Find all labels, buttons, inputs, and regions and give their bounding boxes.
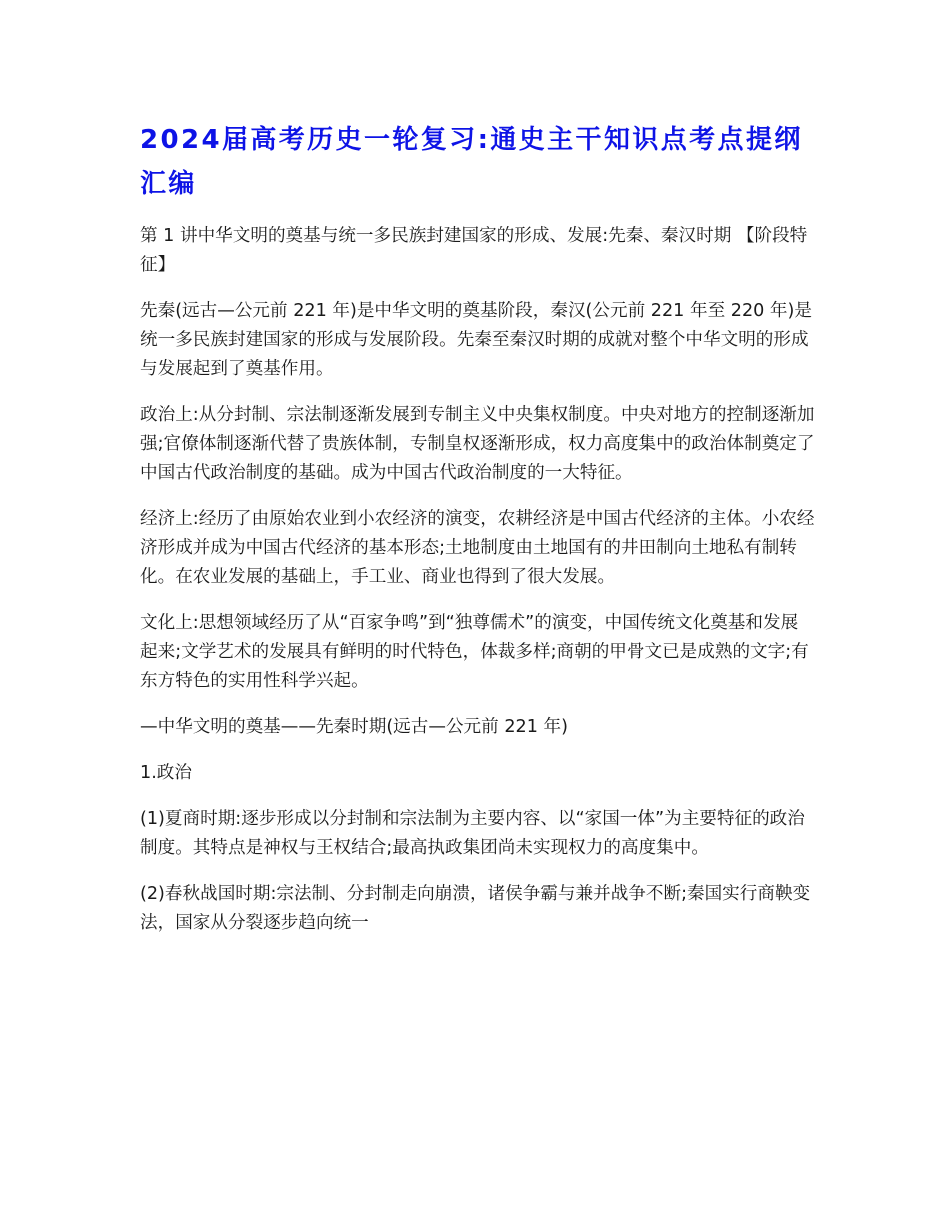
list-item: (2)春秋战国时期:宗法制、分封制走向崩溃，诸侯争霸与兼并战争不断;秦国实行商鞅变法，国家从分裂逐步趋向统一 (140, 884, 811, 933)
overview-paragraph: 先秦(远古—公元前 221 年)是中华文明的奠基阶段，秦汉(公元前 221 年至 220 年)是统一多民族封建国家的形成与发展阶段。先秦至秦汉时期的成就对整个中华文明的形成与发展起到了奠基作用。 (140, 301, 812, 379)
economy-paragraph: 经济上:经历了由原始农业到小农经济的演变，农耕经济是中国古代经济的主体。小农经济形成并成为中国古代经济的基本形态;土地制度由土地国有的井田制向土地私有制转化。在农业发展的基础上，手工业、商业也得到了很大发展。 (140, 509, 815, 587)
section-heading: —中华文明的奠基——先秦时期(远古—公元前 221 年) (140, 717, 568, 737)
document-page (140, 118, 815, 955)
politics-paragraph: 政治上:从分封制、宗法制逐渐发展到专制主义中央集权制度。中央对地方的控制逐渐加强;官僚体制逐渐代替了贵族体制，专制皇权逐渐形成，权力高度集中的政治体制奠定了中国古代政治制度的基础。成为中国古代政治制度的一大特征。 (140, 405, 815, 483)
subsection-heading: 1.政治 (140, 763, 192, 783)
list-item: (1)夏商时期:逐步形成以分封制和宗法制为主要内容、以“家国一体”为主要特征的政治制度。其特点是神权与王权结合;最高执政集团尚未实现权力的高度集中。 (140, 809, 805, 858)
lecture-heading: 第 1 讲中华文明的奠基与统一多民族封建国家的形成、发展:先秦、秦汉时期 【阶段特征】 (140, 226, 808, 275)
culture-paragraph: 文化上:思想领域经历了从“百家争鸣”到“独尊儒术”的演变，中国传统文化奠基和发展起来;文学艺术的发展具有鲜明的时代特色，体裁多样;商朝的甲骨文已是成熟的文字;有东方特色的实用性科学兴起。 (140, 613, 809, 691)
document-title: 2024届高考历史一轮复习:通史主干知识点考点提纲汇编 (140, 125, 803, 199)
